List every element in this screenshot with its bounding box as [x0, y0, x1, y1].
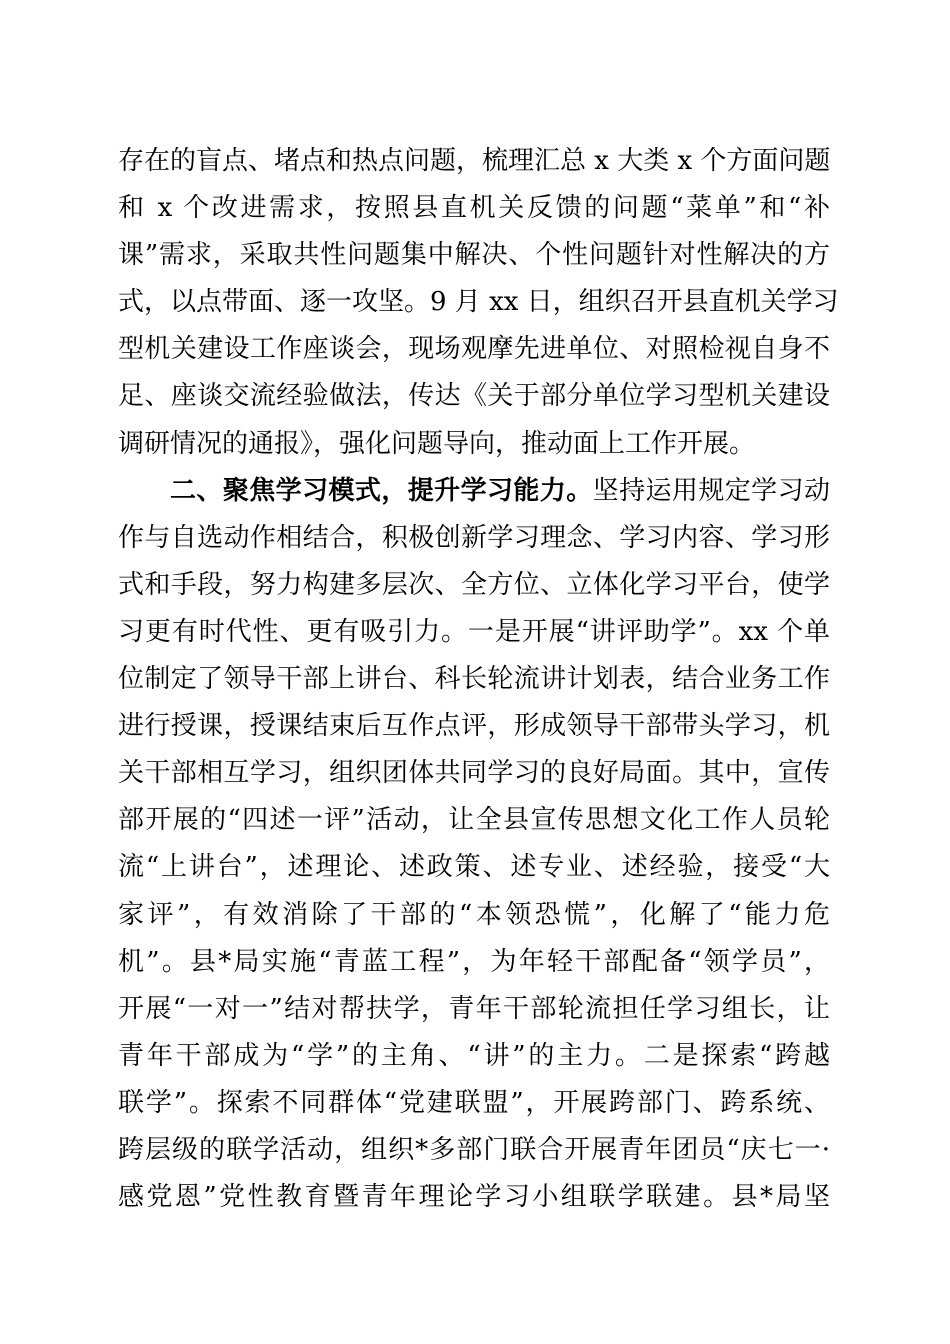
paragraph-line: 感党恩”党性教育暨青年理论学习小组联学联建。县*局坚 [118, 1182, 830, 1213]
paragraph-line: 机”。县*局实施“青蓝工程”，为年轻干部配备“领学员”， [118, 946, 830, 977]
paragraph-line: 作与自选动作相结合，积极创新学习理念、学习内容、学习形 [118, 522, 830, 553]
paragraph-line: 位制定了领导干部上讲台、科长轮流讲计划表，结合业务工作 [118, 664, 830, 695]
paragraph-line: 式，以点带面、逐一攻坚。9 月 xx 日，组织召开县直机关学习 [118, 287, 839, 318]
paragraph-1 [118, 138, 839, 468]
paragraph-line: 流“上讲台”，述理论、述政策、述专业、述经验，接受“大 [118, 852, 830, 883]
paragraph-line: 式和手段，努力构建多层次、全方位、立体化学习平台，使学 [118, 569, 830, 600]
paragraph-line: 和 x 个改进需求，按照县直机关反馈的问题“菜单”和“补 [118, 193, 830, 224]
paragraph-line: 进行授课，授课结束后互作点评，形成领导干部带头学习，机 [118, 711, 830, 742]
paragraph-first-line [118, 468, 830, 515]
paragraph-line-rest: 坚持运用规定学习动 [592, 475, 830, 506]
paragraph-line: 部开展的“四述一评”活动，让全县宣传思想文化工作人员轮 [118, 805, 830, 836]
paragraph-line: 青年干部成为“学”的主角、“讲”的主力。二是探索“跨越 [118, 1040, 830, 1071]
paragraph-line: 跨层级的联学活动，组织*多部门联合开展青年团员“庆七一· [118, 1134, 830, 1165]
paragraph-line: 存在的盲点、堵点和热点问题，梳理汇总 x 大类 x 个方面问题 [118, 146, 831, 176]
paragraph-line: 型机关建设工作座谈会，现场观摩先进单位、对照检视自身不 [118, 334, 830, 365]
paragraph-line: 课”需求，采取共性问题集中解决、个性问题针对性解决的方 [118, 240, 830, 271]
paragraph-line: 家评”，有效消除了干部的“本领恐慌”，化解了“能力危 [118, 899, 830, 930]
section-heading: 二、聚焦学习模式，提升学习能力。 [170, 475, 593, 506]
paragraph-line: 开展“一对一”结对帮扶学，青年干部轮流担任学习组长，让 [118, 993, 830, 1024]
paragraph-line: 调研情况的通报》，强化问题导向，推动面上工作开展。 [118, 428, 756, 459]
paragraph-line: 习更有时代性、更有吸引力。一是开展“讲评助学”。xx 个单 [118, 616, 830, 647]
paragraph-line: 足、座谈交流经验做法，传达《关于部分单位学习型机关建设 [118, 381, 830, 412]
paragraph-2 [118, 468, 830, 1222]
document-body [118, 138, 839, 1221]
paragraph-line: 联学”。探索不同群体“党建联盟”，开展跨部门、跨系统、 [118, 1087, 830, 1118]
paragraph-line: 关干部相互学习，组织团体共同学习的良好局面。其中，宣传 [118, 758, 830, 789]
